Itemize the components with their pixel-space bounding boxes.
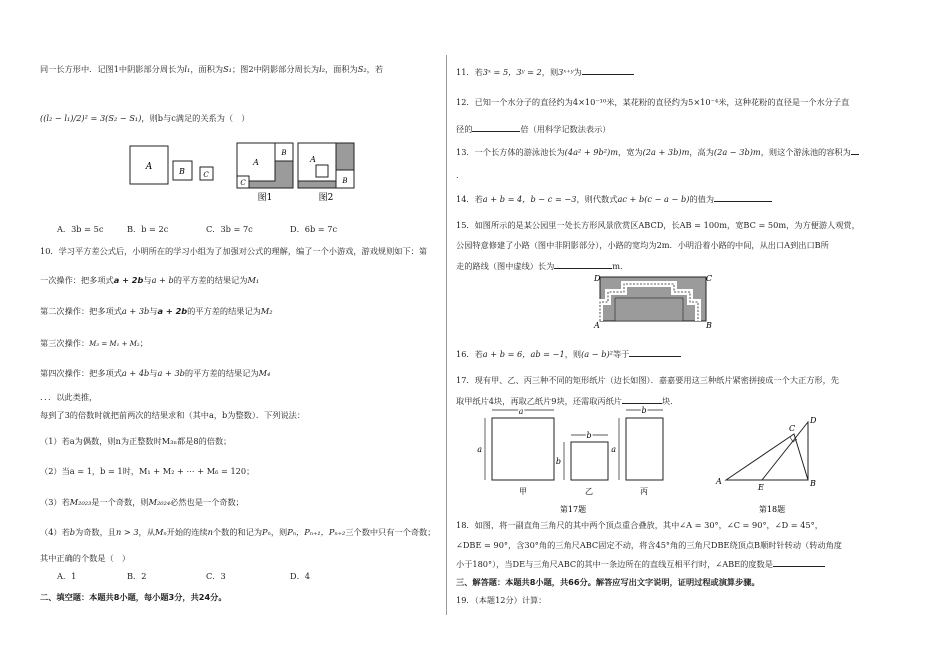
svg-text:a: a — [477, 445, 482, 454]
section-2-heading: 二、填空题：本题共8小题，每小题3分，共24分。 — [40, 592, 227, 602]
q15-figure — [594, 272, 714, 330]
svg-text:丙: 丙 — [640, 487, 648, 496]
svg-text:a: a — [611, 445, 616, 454]
q9-option-b: B．b = 2c — [127, 224, 169, 234]
q10-option-c: C．3 — [206, 571, 226, 581]
q15-answer-blank — [554, 260, 612, 269]
q9-option-d: D．6b = 7c — [290, 224, 338, 234]
q13-answer-blank — [851, 146, 859, 155]
svg-text:b: b — [641, 406, 647, 415]
column-divider — [446, 55, 447, 615]
q10-intro: 10．学习平方差公式后，小明所在的学习小组为了加强对公式的理解，编了一个小游戏，游戏规则如下：第 — [40, 246, 428, 256]
q16-answer-blank — [629, 348, 681, 357]
svg-text:B: B — [810, 479, 816, 488]
q10-statement-3: （3）若M₂₀₂₃是一个奇数，则M₂₀₂₄必然也是一个奇数； — [40, 497, 244, 507]
svg-text:B: B — [179, 167, 185, 176]
q17-line2: 取甲纸片4块，再取乙纸片9块，还需取丙纸片 块． — [456, 396, 679, 406]
q17-line1: 17．现有甲、乙、丙三种不同的矩形纸片（边长如图）．嘉嘉要用这三种纸片紧密拼接成一个大正方形，先 — [456, 375, 839, 385]
q10-statement-4: （4）若b为奇数，且n > 3，从Mₙ开始的连续n个数的和记为Pₙ，则Pₙ，Pₙ₊₁，Pₙ₊₂三个数中只有一个奇数； — [40, 527, 436, 537]
fig17-caption: 第17题 — [559, 505, 587, 514]
q18-answer-blank — [773, 558, 825, 567]
q11-answer-blank — [582, 66, 634, 75]
q9-line2: ((l₂ − l₁)/2)² = 3(S₂ − S₁)，则b与c满足的关系为（ ） — [40, 113, 250, 123]
svg-text:A: A — [716, 477, 722, 486]
q12-line1: 12．已知一个水分子的直径约为4×10⁻¹⁰米，某花粉的直径约为5×10⁻⁴米，这种花粉的直径是一个水分子直 — [456, 97, 850, 107]
q10-option-d: D．4 — [290, 571, 310, 581]
q10-etc: ．．．以此类推， — [40, 392, 98, 402]
fig18-caption: 第18题 — [758, 505, 786, 514]
q18-figure — [712, 418, 832, 520]
svg-text:B: B — [281, 149, 287, 157]
q9-option-a: A．3b = 5c — [57, 224, 104, 234]
svg-text:乙: 乙 — [585, 487, 593, 496]
q9-option-c: C．3b = 7c — [206, 224, 253, 234]
q15-line2: 公园特意修建了小路（图中非阴影部分），小路的宽均为2m．小明沿着小路的中间，从出口A到出口B所 — [456, 240, 829, 250]
fig-label-a: A — [145, 162, 153, 172]
q14-answer-blank — [714, 193, 772, 202]
q9-formula: ((l₂ − l₁)/2)² = 3(S₂ − S₁) — [40, 113, 142, 123]
svg-text:D: D — [594, 274, 601, 283]
q10-statement-2: （2）当a = 1，b = 1时，M₁ + M₂ + ⋯ + M₆ = 120； — [40, 466, 255, 476]
svg-text:C: C — [203, 171, 209, 179]
q11: 11．若3ˣ = 5，3ʸ = 2，则3ˣ⁺ʸ为 — [456, 66, 634, 77]
q18-line2: ∠DBE = 90°，含30°角的三角尺ABC固定不动，将含45°角的三角尺DBE绕顶点B顺时针转动（转动角度 — [456, 540, 842, 550]
svg-text:C: C — [706, 274, 713, 283]
fig2-caption: 图2 — [318, 193, 334, 203]
svg-text:A: A — [253, 158, 259, 167]
q9-figure — [120, 138, 360, 203]
section-3-heading: 三、解答题：本题共8小题，共66分。解答应写出文字说明，证明过程或演算步骤。 — [456, 577, 760, 587]
svg-text:A: A — [594, 321, 600, 330]
svg-text:b: b — [586, 431, 592, 440]
q10-option-a: A．1 — [57, 571, 77, 581]
svg-text:B: B — [706, 321, 712, 330]
svg-text:E: E — [758, 483, 764, 492]
q15-line3: 走的路线（图中虚线）长为 m． — [456, 261, 629, 271]
q14: 14．若a + b = 4，b − c = −3，则代数式ac + b(c − a − b)的值为 — [456, 193, 772, 204]
q10-option-b: B．2 — [127, 571, 147, 581]
svg-text:A: A — [310, 155, 316, 164]
svg-text:C: C — [240, 179, 246, 187]
q10-question: 其中正确的个数是（ ） — [40, 553, 131, 563]
svg-text:甲: 甲 — [519, 487, 527, 496]
q10-step1: 一次操作：把多项式a + 2b与a + b的平方差的结果记为M₁ — [40, 275, 260, 285]
q10-step2: 第二次操作：把多项式a + 3b与a + 2b的平方差的结果记为M₂ — [40, 306, 273, 316]
q10-step4: 第四次操作：把多项式a + 4b与a + 3b的平方差的结果记为M₄ — [40, 368, 271, 378]
q18-line1: 18．如图，将一副直角三角尺的其中两个顶点重合叠放，其中∠A = 30°，∠C = 90°，∠D = 45°， — [456, 520, 823, 530]
svg-text:D: D — [810, 416, 817, 425]
svg-text:B: B — [342, 177, 348, 185]
q13-line1: 13．一个长方体的游泳池长为(4a² + 9b²)m，宽为(2a + 3b)m，高为(2a − 3b)m，则这个游泳池的容积为 — [456, 146, 859, 157]
svg-text:C: C — [789, 424, 796, 433]
q10-step3: 第三次操作：M₃ = M₁ + M₂； — [40, 338, 148, 348]
svg-text:a: a — [518, 407, 524, 416]
q12-line2: 径的 倍（用科学记数法表示） — [456, 124, 611, 134]
q10-statement-1: （1）若a为偶数，则n为正整数时M₃ₙ都是8的倍数； — [40, 436, 232, 446]
fig1-caption: 图1 — [257, 193, 273, 203]
q15-line1: 15．如图所示的是某公园里一处长方形风景欣赏区ABCD，长AB = 100m，宽BC = 50m，为方便游人观赏， — [456, 220, 860, 230]
q17-figure — [458, 408, 688, 520]
q19: 19．（本题12分）计算： — [456, 595, 547, 605]
q9-line1: 同一长方形中．记图1中阴影部分周长为l₁，面积为S₁；图2中阴影部分周长为l₂，面积为S₂，若 — [40, 64, 384, 74]
q12-answer-blank — [472, 123, 520, 132]
q18-line3: 小于180°），当DE与三角尺ABC的其中一条边所在的直线互相平行时，∠ABE的度数是 — [456, 558, 825, 569]
q13-line2: . — [456, 170, 459, 180]
q17-answer-blank — [622, 395, 662, 404]
svg-text:b: b — [555, 457, 561, 466]
q16: 16．若a + b = 6，ab = −1，则(a − b)²等于 — [456, 348, 681, 359]
q10-rule: 每到了3的倍数时就把前两次的结果求和（其中a，b为整数）．下列说法： — [40, 410, 306, 420]
